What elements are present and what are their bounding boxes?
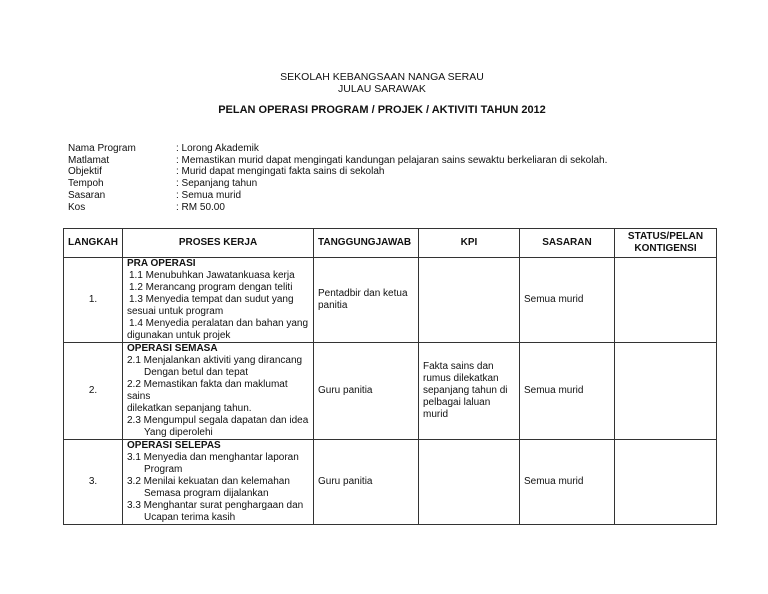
- responsible: Pentadbir dan ketua panitia: [314, 258, 419, 343]
- process-line: digunakan untuk projek: [127, 330, 231, 341]
- process-heading: OPERASI SEMASA: [127, 343, 218, 354]
- status: [615, 258, 717, 343]
- work-process: [123, 440, 314, 525]
- process-line: sesuai untuk program: [127, 306, 224, 317]
- process-line: Yang diperolehi: [144, 427, 213, 438]
- process-line: 1.1 Menubuhkan Jawatankuasa kerja: [129, 270, 295, 281]
- col-header: STATUS/PELAN KONTIGENSI: [615, 229, 717, 258]
- operation-plan-table: [63, 228, 717, 525]
- process-heading: OPERASI SELEPAS: [127, 440, 221, 451]
- table-header-row: [64, 229, 717, 258]
- process-line: 3.2 Menilai kekuatan dan kelemahan: [127, 476, 290, 487]
- table-row: [64, 440, 717, 525]
- work-process: [123, 343, 314, 440]
- info-label: Sasaran: [68, 189, 106, 201]
- target: Semua murid: [520, 440, 615, 525]
- process-line: 2.2 Memastikan fakta dan maklumat sains: [127, 379, 288, 402]
- process-line: 1.3 Menyedia tempat dan sudut yang: [129, 294, 294, 305]
- process-line: Ucapan terima kasih: [144, 512, 236, 523]
- info-label: Matlamat: [68, 154, 110, 166]
- info-value: : Semua murid: [176, 189, 242, 201]
- document-title: PELAN OPERASI PROGRAM / PROJEK / AKTIVITI TAHUN 2012: [218, 104, 546, 116]
- table-row: [64, 343, 717, 440]
- kpi: [419, 440, 520, 525]
- responsible: Guru panitia: [314, 440, 419, 525]
- info-value: : Sepanjang tahun: [176, 178, 258, 190]
- col-header: PROSES KERJA: [123, 229, 314, 258]
- work-process: [123, 258, 314, 343]
- process-line: 1.2 Merancang program dengan teliti: [129, 282, 293, 293]
- col-header: SASARAN: [520, 229, 615, 258]
- process-line: dilekatkan sepanjang tahun.: [127, 403, 252, 414]
- info-label: Objektif: [68, 166, 102, 178]
- process-line: Dengan betul dan tepat: [144, 367, 248, 378]
- process-line: 1.4 Menyedia peralatan dan bahan yang: [129, 318, 309, 329]
- school-location: JULAU SARAWAK: [338, 83, 426, 95]
- kpi: [419, 258, 520, 343]
- process-line: Semasa program dijalankan: [144, 488, 269, 499]
- process-line: 2.3 Mengumpul segala dapatan dan idea: [127, 415, 309, 426]
- info-value: : Memastikan murid dapat mengingati kandungan pelajaran sains sewaktu berkeliaran di sekolah.: [176, 154, 608, 166]
- school-name: SEKOLAH KEBANGSAAN NANGA SERAU: [280, 71, 484, 83]
- process-heading: PRA OPERASI: [127, 258, 196, 269]
- info-label: Tempoh: [68, 178, 104, 190]
- table-row: [64, 258, 717, 343]
- target: Semua murid: [520, 343, 615, 440]
- col-header: LANGKAH: [64, 229, 123, 258]
- process-line: 3.3 Menghantar surat penghargaan dan: [127, 500, 304, 511]
- info-value: : Murid dapat mengingati fakta sains di sekolah: [176, 166, 385, 178]
- step-number: 3.: [64, 440, 123, 525]
- kpi: Fakta sains dan rumus dilekatkan sepanjang tahun di pelbagai laluan murid: [419, 343, 520, 440]
- status: [615, 343, 717, 440]
- process-line: 3.1 Menyedia dan menghantar laporan: [127, 452, 299, 463]
- info-value: : RM 50.00: [176, 201, 225, 213]
- program-info: [68, 143, 607, 213]
- info-value: : Lorong Akademik: [176, 143, 259, 154]
- col-header: TANGGUNGJAWAB: [314, 229, 419, 258]
- info-label: Nama Program: [68, 143, 136, 154]
- process-line: 2.1 Menjalankan aktiviti yang dirancang: [127, 355, 303, 366]
- target: Semua murid: [520, 258, 615, 343]
- step-number: 2.: [64, 343, 123, 440]
- step-number: 1.: [64, 258, 123, 343]
- status: [615, 440, 717, 525]
- info-label: Kos: [68, 201, 86, 213]
- process-line: Program: [144, 464, 183, 475]
- responsible: Guru panitia: [314, 343, 419, 440]
- col-header: KPI: [419, 229, 520, 258]
